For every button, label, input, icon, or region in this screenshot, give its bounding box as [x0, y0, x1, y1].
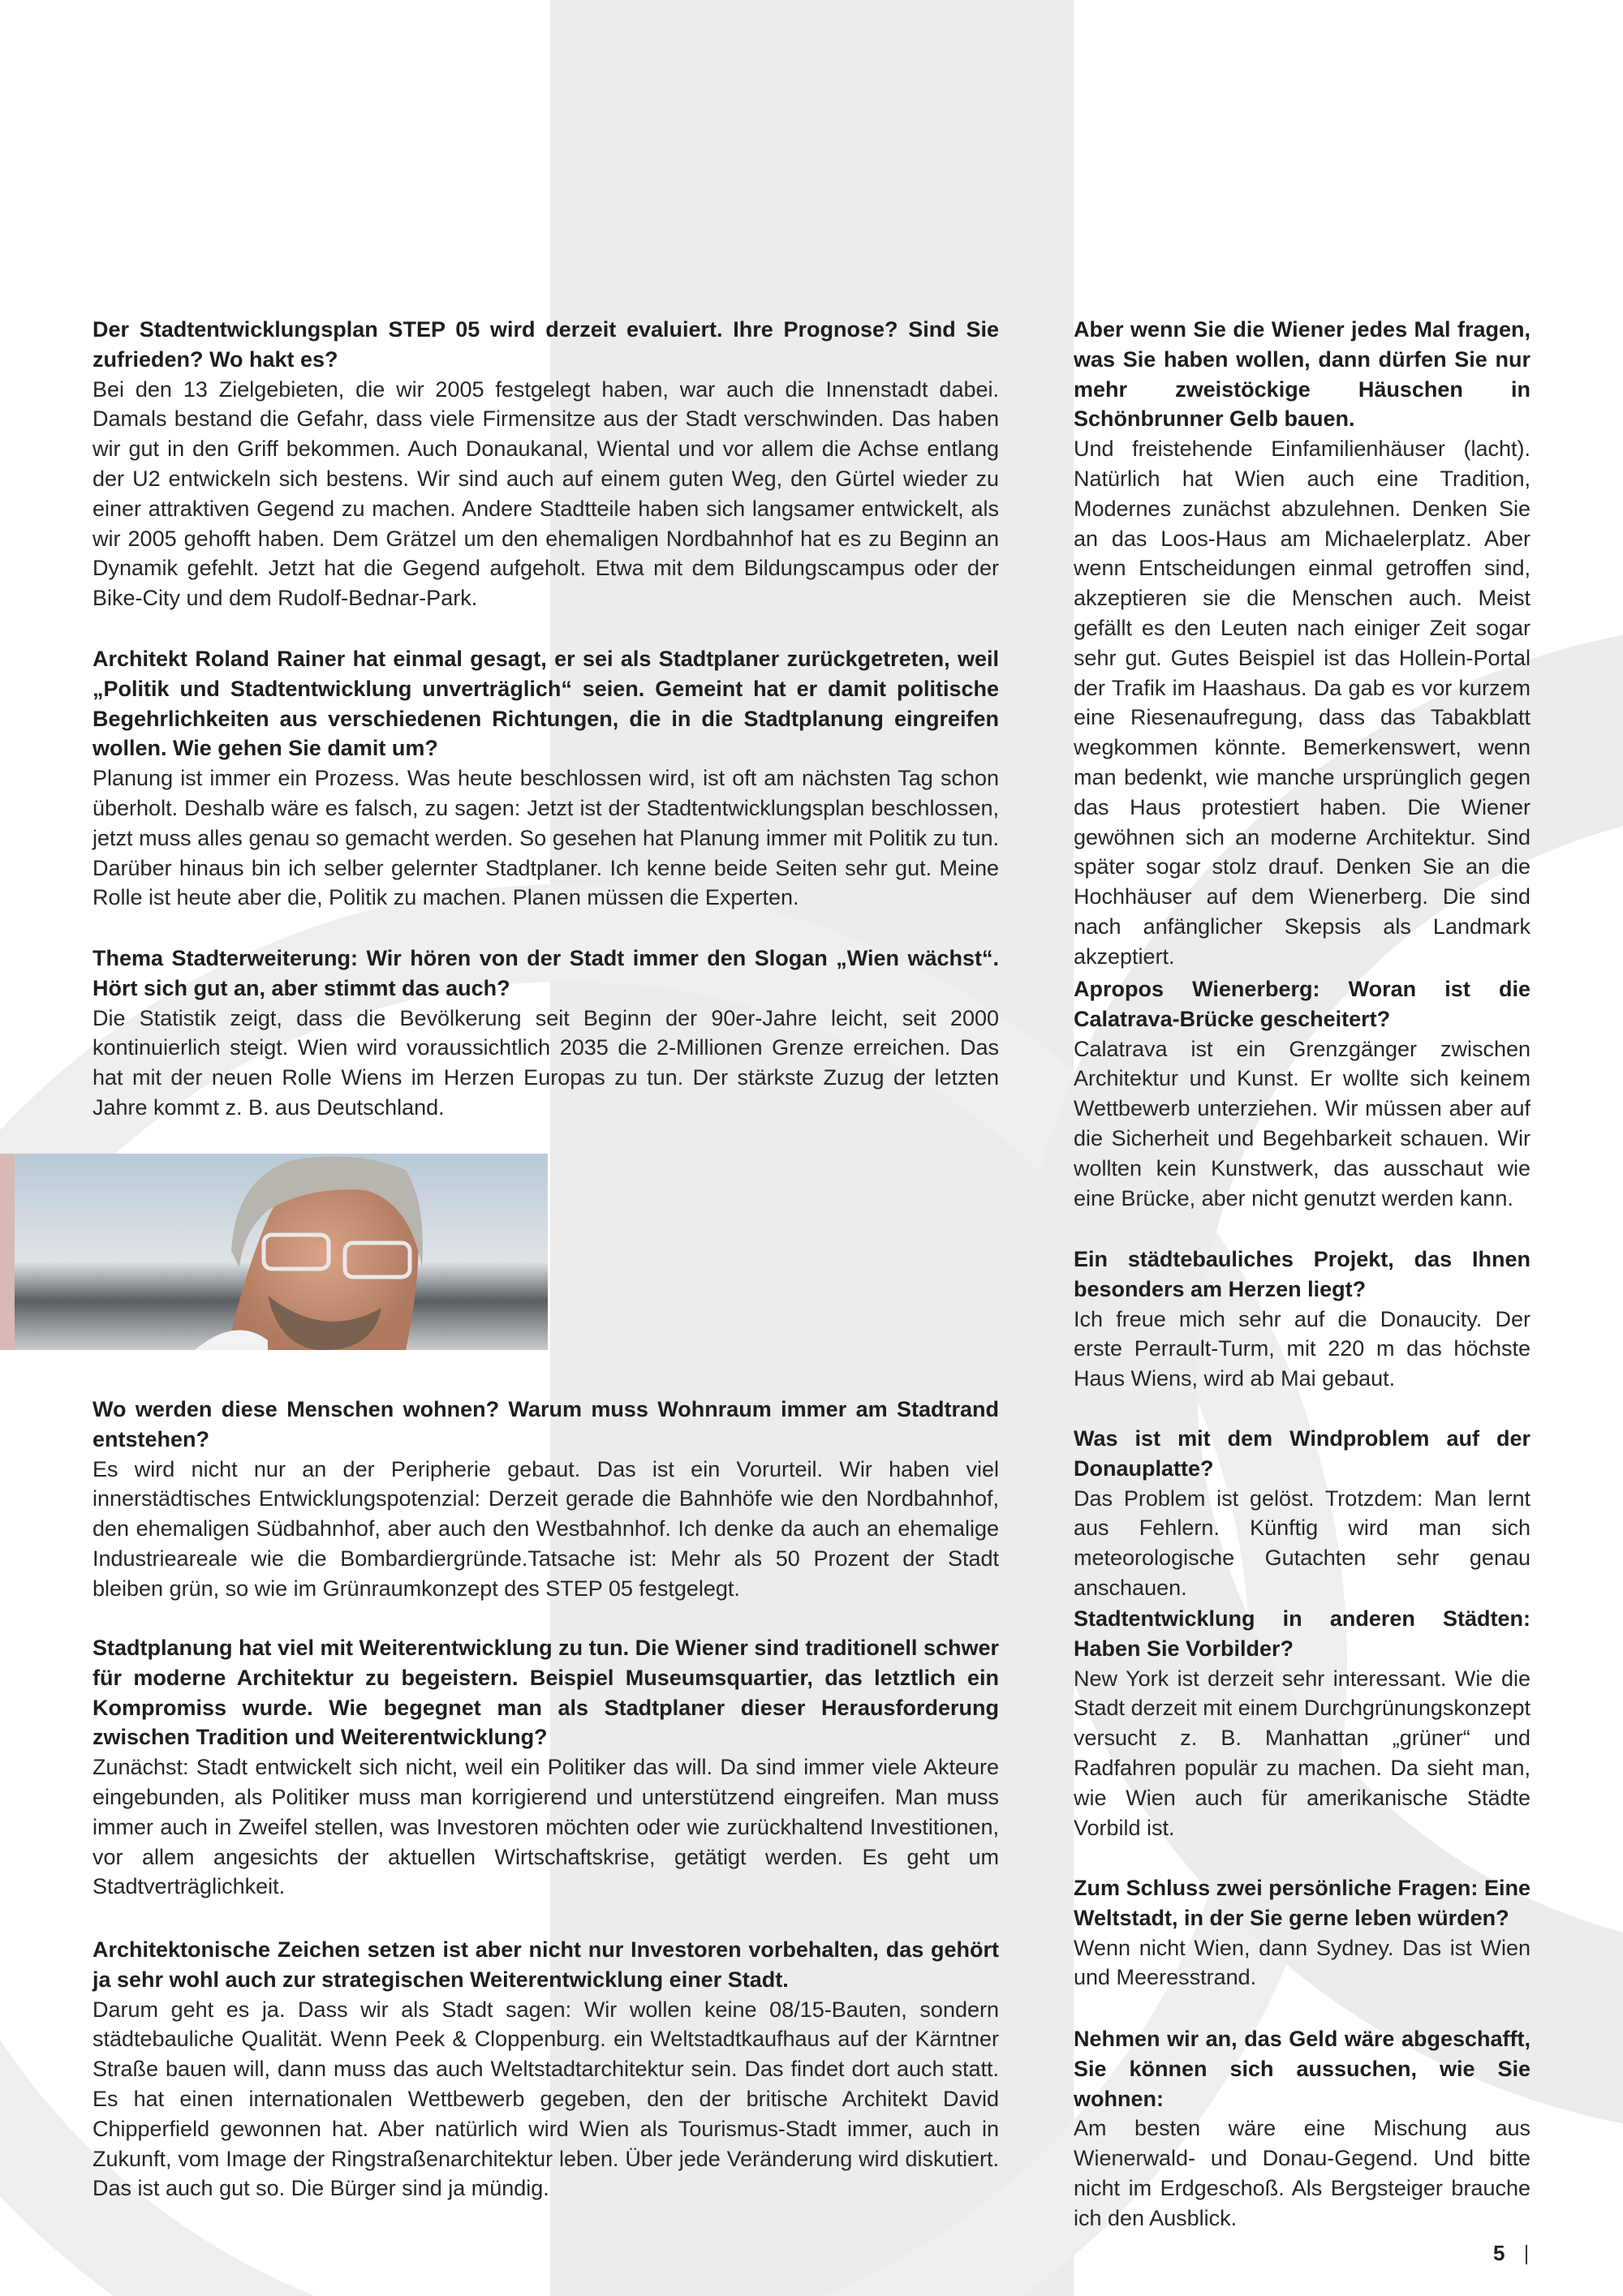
answer: Darum geht es ja. Dass wir als Stadt sagen: Wir wollen keine 08/15-Bauten, sondern städtebauliche Qualität. Wenn Peek & Cloppenburg. ein Weltstadtkaufhaus auf der Kärntner Straße bauen will, dann muss das auch Weltstadtarchitektur sein. Das findet dort auch statt. Es hat einen internationalen Wettbewerb gegeben, den der britische Architekt David Chipperfield gewonnen hat. Aber natürlich wird Wien als Tourismus-Stadt immer, auch in Zukunft, vom Image der Ringstraßenarchitektur leben. Über jede Veränderung wird diskutiert. Das ist auch gut so. Die Bürger sind ja mündig. — [93, 1997, 999, 2201]
answer: Planung ist immer ein Prozess. Was heute beschlossen wird, ist oft am nächsten Tag schon überholt. Deshalb wäre es falsch, zu sagen: Jetzt ist der Stadtentwicklungsplan beschlossen, jetzt muss alles genau so gemacht werden. So gesehen hat Planung immer mit Politik zu tun. Darüber hinaus bin ich selber gelernter Stadtplaner. Ich kenne beide Seiten sehr gut. Meine Rolle ist heute aber die, Politik zu machen. Planen müssen die Experten. — [93, 766, 999, 910]
interview-section — [1074, 1604, 1530, 1842]
question: Thema Stadterweiterung: Wir hören von der Stadt immer den Slogan „Wien wächst“. Hört sich gut an, aber stimmt das auch? — [93, 946, 999, 1000]
interview-section — [93, 1935, 999, 2204]
answer: Zunächst: Stadt entwickelt sich nicht, weil ein Politiker das will. Da sind immer viele Akteure eingebunden, als Politiker muss man korrigierend und unterstützend eingreifen. Man muss immer auch in Zweifel stellen, was Investoren möchten oder wie zurückhaltend Investitionen, vor allem angesichts der aktuellen Wirtschaftskrise, getätigt werden. Es geht um Stadtverträglichkeit. — [93, 1755, 999, 1899]
interview-section — [93, 315, 999, 613]
answer: Am besten wäre eine Mischung aus Wienerwald- und Donau-Gegend. Und bitte nicht im Erdgeschoß. Als Bergsteiger brauche ich den Ausblick. — [1074, 2116, 1530, 2230]
question: Wo werden diese Menschen wohnen? Warum muss Wohnraum immer am Stadtrand entstehen? — [93, 1397, 999, 1451]
question: Was ist mit dem Windproblem auf der Donauplatte? — [1074, 1426, 1530, 1481]
question: Stadtplanung hat viel mit Weiterentwicklung zu tun. Die Wiener sind traditionell schwer für moderne Architektur zu begeistern. Beispiel Museumsquartier, das letztlich ein Kompromiss wurde. Wie begegnet man als Stadtplaner dieser Herausforderung zwischen Tradition und Weiterentwicklung? — [93, 1636, 999, 1750]
interview-section — [93, 1633, 999, 1902]
question: Architekt Roland Rainer hat einmal gesagt, er sei als Stadtplaner zurückgetreten, weil „Politik und Stadtentwicklung unverträglich“ seien. Gemeint hat er damit politische Begehrlichkeiten aus verschiedenen Richtungen, die in die Stadtplanung eingreifen wollen. Wie gehen Sie damit um? — [93, 647, 999, 761]
question: Aber wenn Sie die Wiener jedes Mal fragen, was Sie haben wollen, dann dürfen Sie nur mehr zweistöckige Häuschen in Schönbrunner Gelb bauen. — [1074, 317, 1530, 432]
question: Ein städtebauliches Projekt, das Ihnen besonders am Herzen liegt? — [1074, 1247, 1530, 1301]
answer: Es wird nicht nur an der Peripherie gebaut. Das ist ein Vorurteil. Wir haben viel innerstädtisches Entwicklungspotenzial: Derzeit gerade die Bahnhöfe wie den Nordbahnhof, den ehemaligen Südbahnhof, aber auch den Westbahnhof. Ich denke da auch an ehemalige Industrieareale wie die Bombardiergründe.Tatsache ist: Mehr als 50 Prozent der Stadt bleiben grün, so wie im Grünraumkonzept des STEP 05 festgelegt. — [93, 1456, 999, 1601]
answer: Die Statistik zeigt, dass die Bevölkerung seit Beginn der 90er-Jahre leicht, seit 2000 kontinuierlich steigt. Wien wird voraussichtlich 2035 die 2-Millionen Grenze erreichen. Das hat mit der neuen Rolle Wiens im Herzen Europas zu tun. Der stärkste Zuzug der letzten Jahre kommt z. B. aus Deutschland. — [93, 1005, 999, 1120]
answer: Und freistehende Einfamilienhäuser (lacht). Natürlich hat Wien auch eine Tradition, Modernes zunächst abzulehnen. Denken Sie an das Loos-Haus am Michaelerplatz. Aber wenn Entscheidungen einmal getroffen sind, akzeptieren sie die Menschen auch. Meist gefällt es den Leuten nach einiger Zeit sogar sehr gut. Gutes Beispiel ist das Hollein-Portal der Trafik im Haashaus. Da gab es vor kurzem eine Riesenaufregung, dass das Tabakblatt wegkommen könnte. Bemerkenswert, wenn man bedenkt, wie manche ursprünglich gegen das Haus protestiert haben. Die Wiener gewöhnen sich an moderne Architektur. Sind später sogar stolz drauf. Denken Sie an die Hochhäuser auf dem Wienerberg. Die sind nach anfänglicher Skepsis als Landmark akzeptiert. — [1074, 436, 1530, 969]
answer: Das Problem ist gelöst. Trotzdem: Man lernt aus Fehlern. Künftig wird man sich meteorologische Gutachten sehr genau anschauen. — [1074, 1486, 1530, 1600]
question: Nehmen wir an, das Geld wäre abgeschafft, Sie können sich aussuchen, wie Sie wohnen: — [1074, 2027, 1530, 2111]
question: Zum Schluss zwei persönliche Fragen: Eine Weltstadt, in der Sie gerne leben würden? — [1074, 1876, 1530, 1930]
interview-section — [1074, 1873, 1530, 1993]
interview-section — [93, 944, 999, 1123]
interview-section — [1074, 1424, 1530, 1603]
interview-section — [93, 1395, 999, 1604]
answer: Wenn nicht Wien, dann Sydney. Das ist Wien und Meeresstrand. — [1074, 1935, 1530, 1990]
answer: Calatrava ist ein Grenzgänger zwischen Architektur und Kunst. Er wollte sich keinem Wettbewerb unterziehen. Wir müssen aber auf die Sicherheit und Begehbarkeit schauen. Wir wollten kein Kunstwerk, das ausschaut wie eine Brücke, aber nicht genutzt werden kann. — [1074, 1036, 1530, 1210]
interview-section — [93, 644, 999, 913]
question: Der Stadtentwicklungsplan STEP 05 wird derzeit evaluiert. Ihre Prognose? Sind Sie zufrieden? Wo hakt es? — [93, 317, 999, 372]
interview-section — [1074, 1245, 1530, 1394]
interview-section — [1074, 974, 1530, 1213]
answer: Bei den 13 Zielgebieten, die wir 2005 festgelegt haben, war auch die Innenstadt dabei. Damals bestand die Gefahr, dass viele Firmensitze aus der Stadt verschwinden. Das haben wir gut in den Griff bekommen. Auch Donaukanal, Wiental und vor allem die Achse entlang der U2 entwickeln sich bestens. Wir sind auch auf einem guten Weg, den Gürtel wieder zu einer attraktiven Gegend zu machen. Andere Stadtteile haben sich langsamer entwickelt, als wir 2005 gehofft haben. Dem Grätzel um den ehemaligen Nordbahnhof hat es zu Beginn an Dynamik gefehlt. Jetzt hat die Gegend aufgeholt. Etwa mit dem Bildungscampus oder der Bike-City und dem Rudolf-Bednar-Park. — [93, 376, 999, 611]
portrait-photo — [0, 1154, 548, 1350]
question: Architektonische Zeichen setzen ist aber nicht nur Investoren vorbehalten, das gehört ja sehr wohl auch zur strategischen Weiterentwicklung einer Stadt. — [93, 1937, 999, 1992]
interview-section — [1074, 2024, 1530, 2234]
answer: Ich freue mich sehr auf die Donaucity. Der erste Perrault-Turm, mit 220 m das höchste Haus Wiens, wird ab Mai gebaut. — [1074, 1306, 1530, 1391]
page-number: 5 — [1493, 2241, 1505, 2265]
question: Apropos Wienerberg: Woran ist die Calatrava-Brücke gescheitert? — [1074, 977, 1530, 1031]
question: Stadtentwicklung in anderen Städten: Haben Sie Vorbilder? — [1074, 1606, 1530, 1661]
page-number-divider — [1526, 2245, 1527, 2264]
answer: New York ist derzeit sehr interessant. Wie die Stadt derzeit mit einem Durchgrünungskonzept versucht z. B. Manhattan „grüner“ und Radfahren populär zu machen. Da sieht man, wie Wien auch für amerikanische Städte Vorbild ist. — [1074, 1666, 1530, 1840]
interview-section — [1074, 315, 1530, 972]
